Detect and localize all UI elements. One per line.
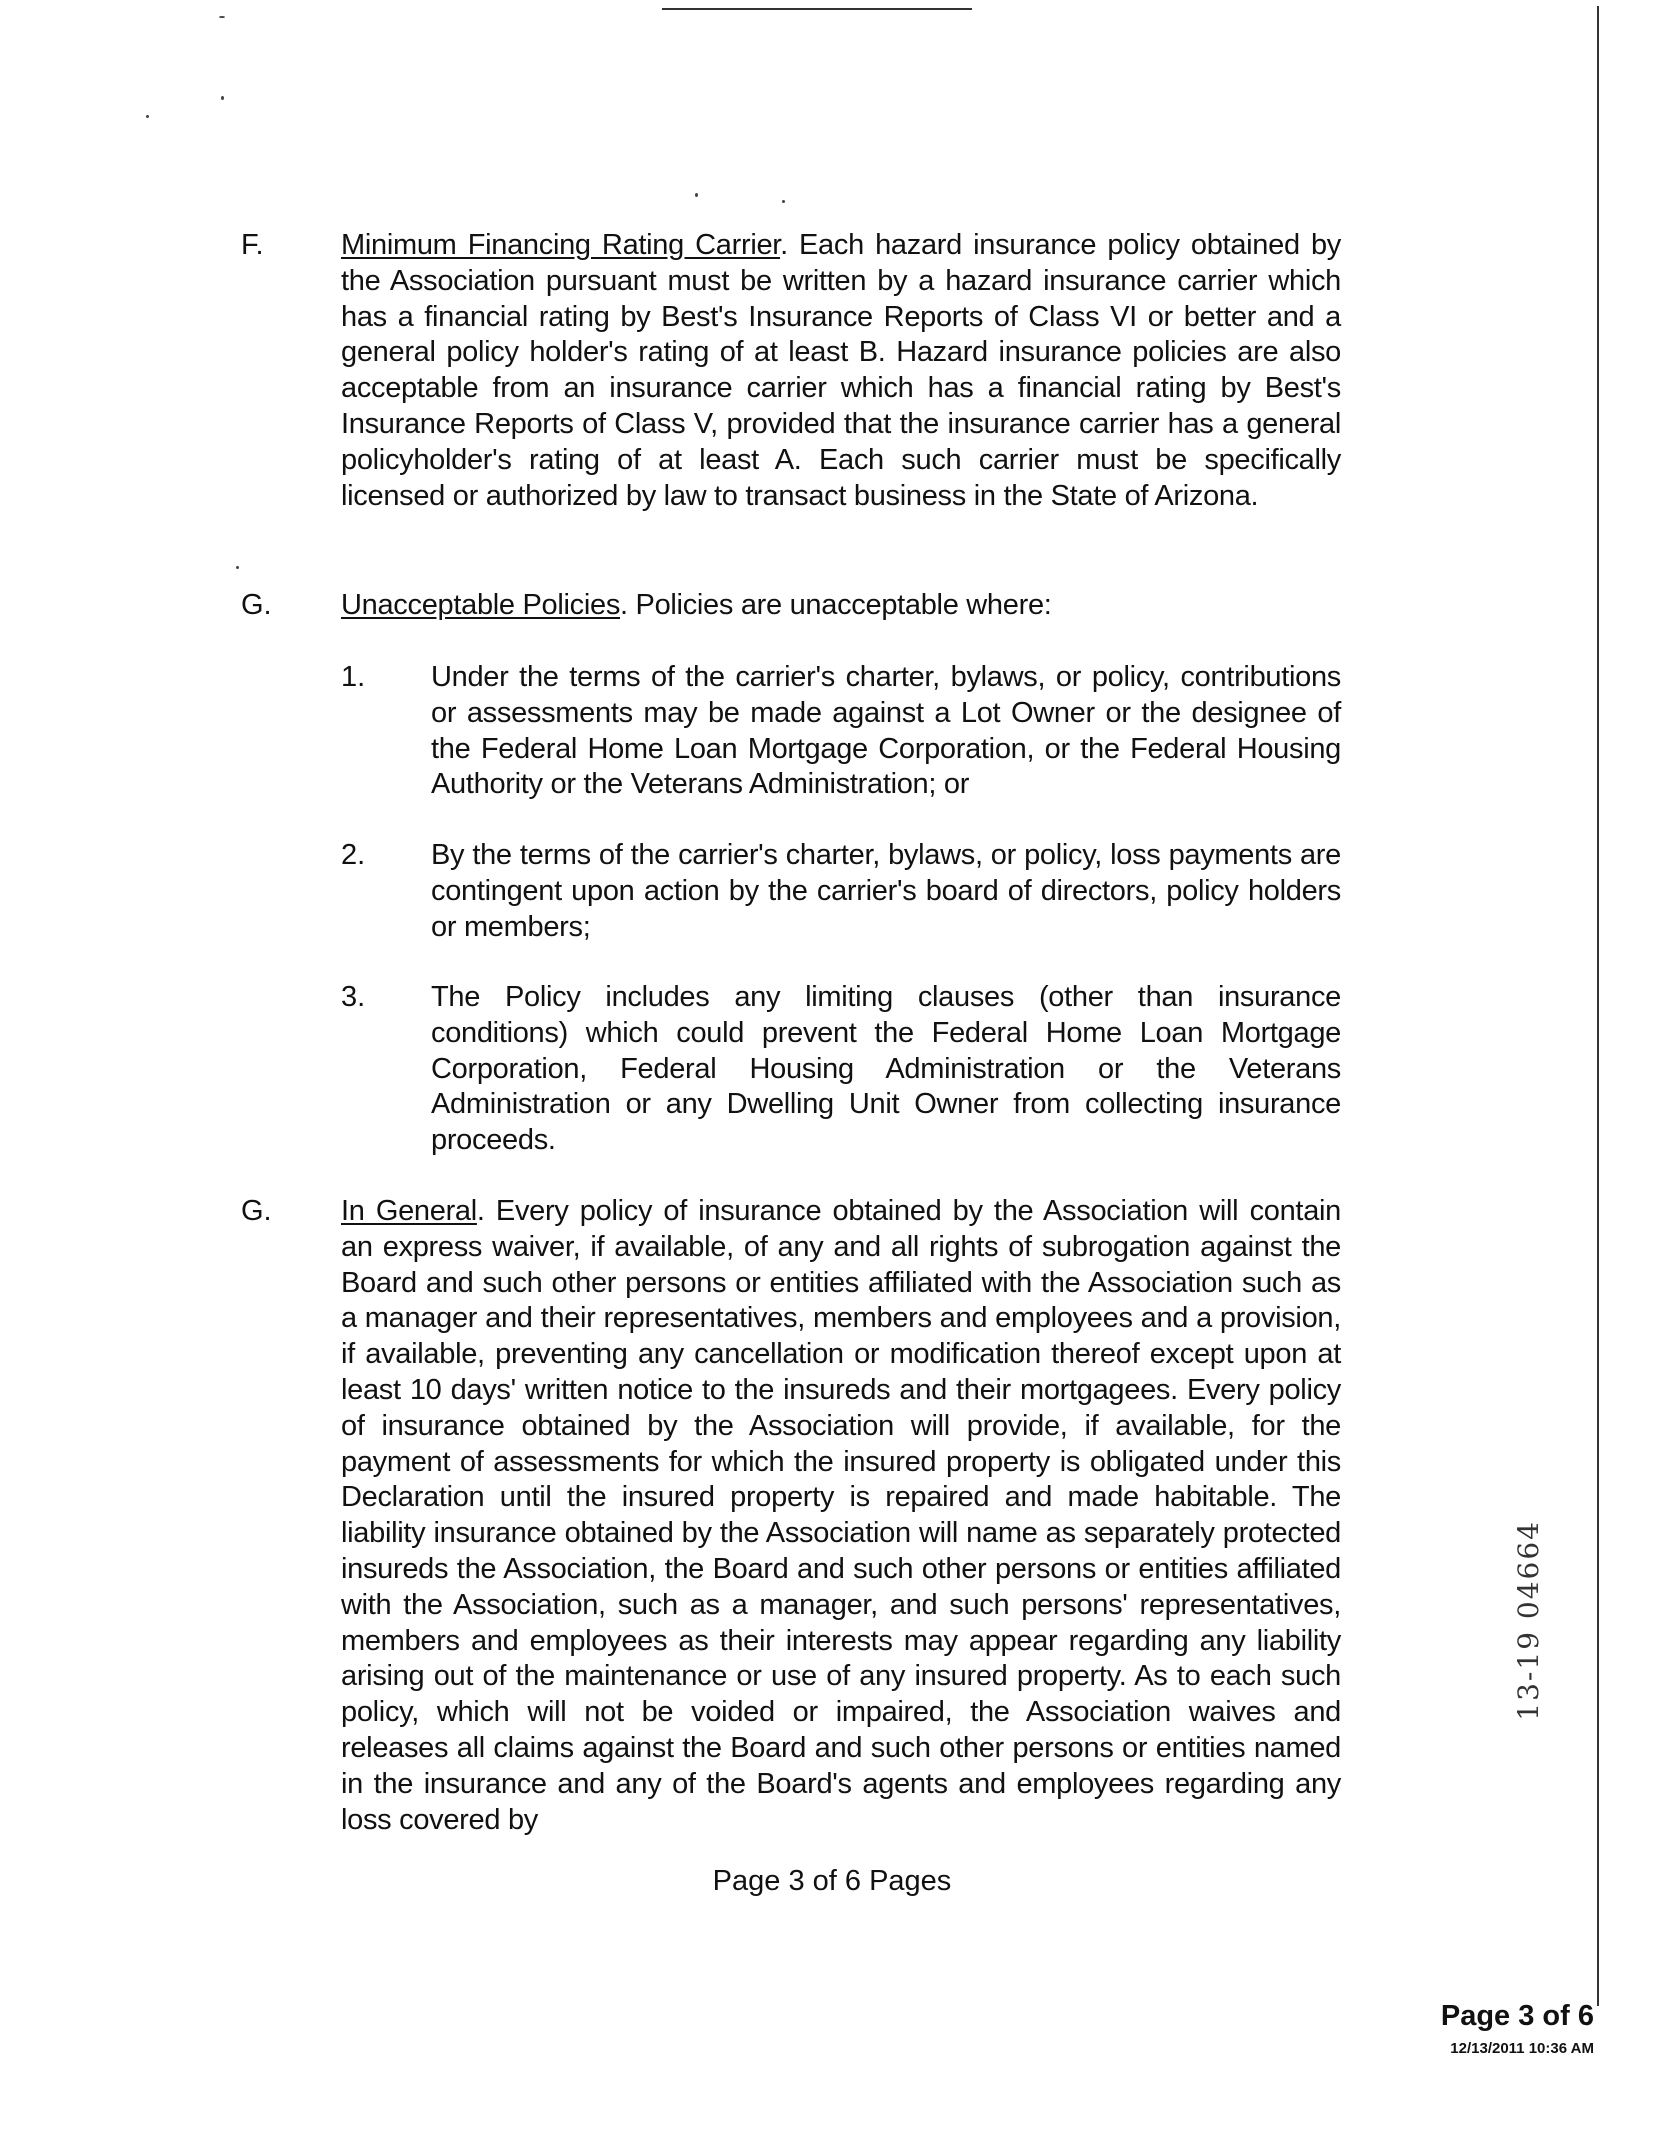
item-text: The Policy includes any limiting clauses (other than insurance conditions) which could prevent the Federal Home Loan Mortgage Corporation, Federal Housing Administration or the Veterans Administration or any Dwelling Unit Owner from collecting insurance proceeds. <box>431 981 1341 1157</box>
section-paragraph <box>341 1194 1341 1838</box>
item-text: By the terms of the carrier's charter, bylaws, or policy, loss payments are contingent upon action by the carrier's board of directors, policy holders or members; <box>431 839 1341 943</box>
section-letter: F. <box>241 229 264 261</box>
section-body: . Each hazard insurance policy obtained by the Association pursuant must be written by a hazard insurance carrier which has a financial rating by Best's Insurance Reports of Class VI or better and a general policy holder's rating of at least B. Hazard insurance policies are also acceptable from an insurance carrier which has a financial rating by Best's Insurance Reports of Class V, provided that the insurance carrier has a general policyholder's rating of at least A. Each such carrier must be specifically licensed or authorized by law to transact business in the State of Arizona. <box>341 229 1341 512</box>
recording-number <box>1512 1520 1552 1780</box>
section-body: . Policies are unacceptable where: <box>620 589 1052 621</box>
section-paragraph <box>341 228 1341 514</box>
section-letter: G. <box>241 589 272 621</box>
scan-speck <box>219 16 225 18</box>
section-title: In General <box>341 1195 477 1227</box>
section-title: Unacceptable Policies <box>341 589 621 621</box>
section-body: . Every policy of insurance obtained by the Association will contain an express waiver, if available, of any and all rights of subrogation against the Board and such other persons or entities affiliated with the Association such as a manager and their representatives, members and employees and a provision, if available, preventing any cancellation or modification thereof except upon at least 10 days' written notice to the insureds and their mortgagees. Every policy of insurance obtained by the Association will provide, if available, for the payment of assessments for which the insured property is obligated under this Declaration until the insured property is repaired and made habitable. The liability insurance obtained by the Association will name as separately protected insureds the Association, the Board and such other persons or entities affiliated with the Association, such as a manager, and such persons' representatives, members and employees as their interests may appear regarding any liability arising out of the maintenance or use of any insured property. As to each such policy, which will not be voided or impaired, the Association waives and releases all claims against the Board and such other persons or entities named in the insurance and any of the Board's agents and employees regarding any loss covered by <box>341 1195 1341 1836</box>
section-paragraph <box>341 588 1341 624</box>
scan-speck <box>221 96 224 100</box>
scan-speck <box>782 200 785 203</box>
top-scan-line <box>662 8 972 10</box>
stamp-datetime: 12/13/2011 10:36 AM <box>1450 2040 1594 2057</box>
item-text: Under the terms of the carrier's charter, bylaws, or policy, contributions or assessments may be made against a Lot Owner or the designee of the Federal Home Loan Mortgage Corporation, or the Federal Housing Authority or the Veterans Administration; or <box>431 661 1341 801</box>
section-letter: G. <box>241 1195 272 1227</box>
page-number-footer: Page 3 of 6 Pages <box>712 1865 952 1897</box>
scan-speck <box>236 566 239 569</box>
section-title: Minimum Financing Rating Carrier <box>341 229 781 261</box>
right-margin-line <box>1597 6 1599 2006</box>
item-number: 2. <box>341 839 366 871</box>
scan-speck <box>146 115 149 118</box>
item-number: 3. <box>341 981 366 1013</box>
stamp-page-count: Page 3 of 6 <box>1440 2000 1594 2032</box>
item-number: 1. <box>341 661 366 693</box>
scan-speck <box>695 193 698 197</box>
recording-number-text: 13-19 04664 <box>1512 1520 1545 1721</box>
